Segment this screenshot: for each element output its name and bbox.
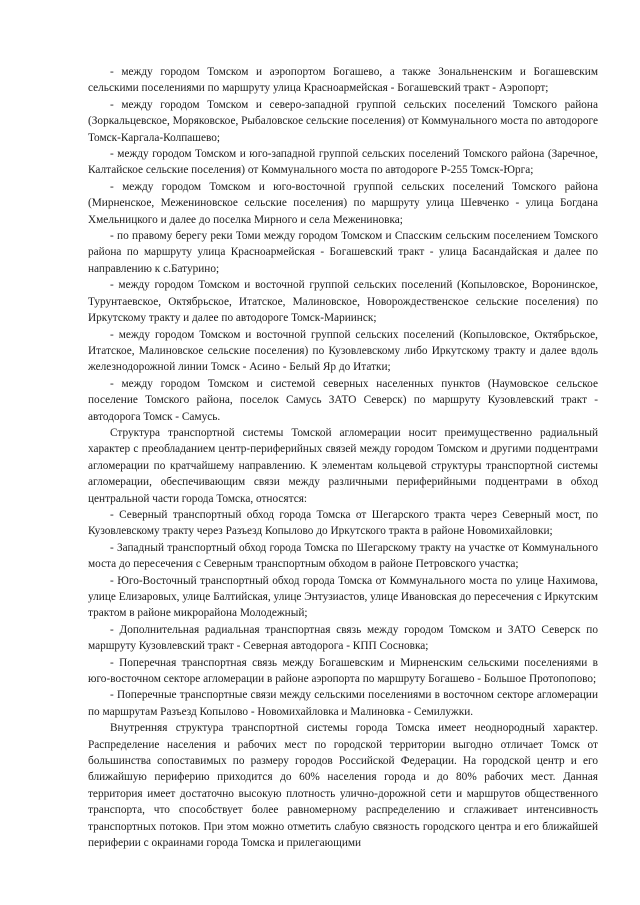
paragraph-route-northwest: - между городом Томском и северо-западной группой сельских поселений Томского района (Зоркальцевское, Моряковское, Рыбаловское сельские поселения) от Коммунального моста по автодороге Томск-Каргала-Колпашево; xyxy=(88,98,598,144)
paragraph-route-southeast: - между городом Томском и юго-восточной группой сельских поселений Томского района (Мирненское, Межениновское сельские поселения) по маршруту улица Шевченко - улица Богдана Хмельницкого и далее до поселка Мирного и села Межениновка; xyxy=(88,180,598,226)
paragraph-route-north: - между городом Томском и системой северных населенных пунктов (Наумовское сельское поселение Томского района, поселок Самусь ЗАТО Северск) по маршруту Кузовлевский тракт - автодорога Томск - Самусь. xyxy=(88,377,598,423)
paragraph-route-southwest: - между городом Томском и юго-западной группой сельских поселений Томского района (Заречное, Калтайское сельские поселения) от Коммунального моста по автодороге Р-255 Томск-Юрга; xyxy=(88,148,598,177)
paragraph-route-right-bank: - по правому берегу реки Томи между городом Томском и Спасским сельским поселением Томского района по маршруту улица Красноармейская - Богашевский тракт - улица Басандайская и далее по направлению к с.Батурино; xyxy=(88,230,598,275)
paragraph-internal-structure: Внутренняя структура транспортной системы города Томска имеет неоднородный характер. Распределение населения и рабочих мест по городской территории выгодно отличает Томск от большинства сопоставимых по размеру городов Российской Федерации. На городской центр и его ближайшую периферию приходится до 60% населения города и до 80% рабочих мест. Данная территория имеет достаточно высокую плотность улично-дорожной сети и маршрутов общественного транспорта, что способствует более равномерному распределению и сглаживает интенсивность транспортных потоков. При этом можно отметить слабую связность городского центра и его ближайшей периферии с окраинами города Томска и прилегающими xyxy=(88,722,598,850)
paragraph-cross-links-east: - Поперечные транспортные связи между сельскими поселениями в восточном секторе агломерации по маршрутам Разъезд Копылово - Новомихайловка и Малиновка - Семилужки. xyxy=(88,689,598,718)
paragraph-seversk-link: - Дополнительная радиальная транспортная связь между городом Томском и ЗАТО Северск по маршруту Кузовлевский тракт - Северная автодорога - КПП Сосновка; xyxy=(88,623,598,653)
paragraph-structure-intro: Структура транспортной системы Томской агломерации носит преимущественно радиальный характер с преобладанием центр-периферийных связей между городом Томском и другими подцентрами агломерации по кратчайшему направлению. К элементам кольцевой структуры транспортной системы агломерации, обеспечивающим связи между различными периферийными подцентрами в обход центральной части города Томска, относятся: xyxy=(88,426,598,505)
document-body xyxy=(88,64,598,852)
paragraph-cross-link-bogashevo: - Поперечная транспортная связь между Богашевским и Мирненским сельскими поселениями в юго-восточном секторе агломерации в районе аэропорта по маршруту Богашево - Большое Протопопово; xyxy=(88,656,598,686)
paragraph-route-airport: - между городом Томском и аэропортом Богашево, а также Зональненским и Богашевским сельскими поселениями по маршруту улица Красноармейская - Богашевский тракт - Аэропорт; xyxy=(88,66,598,95)
paragraph-southeast-bypass: - Юго-Восточный транспортный обход города Томска от Коммунального моста по улице Нахимова, улице Елизаровых, улице Балтийская, улице Энтузиастов, улице Ивановская до пересечения с Иркутским трактом в районе микрорайона Молодежный; xyxy=(88,574,598,620)
paragraph-western-bypass: - Западный транспортный обход города Томска по Шегарскому тракту на участке от Коммунального моста до пересечения с Северным транспортным обходом в районе Петровского участка; xyxy=(88,541,598,571)
paragraph-northern-bypass: - Северный транспортный обход города Томска от Шегарского тракта через Северный мост, по Кузовлевскому тракту через Разъезд Копылово до Иркутского тракта в районе Новомихайловки; xyxy=(88,508,598,538)
paragraph-route-east-railway: - между городом Томском и восточной группой сельских поселений (Копыловское, Октябрьское, Итатское, Малиновское сельские поселения) по Кузовлевскому либо Иркутскому тракту и далее вдоль железнодорожной линии Томск - Асино - Белый Яр до Итатки; xyxy=(88,328,598,374)
paragraph-route-east-irkutsk: - между городом Томском и восточной группой сельских поселений (Копыловское, Воронинское, Турунтаевское, Октябрьское, Итатское, Малиновское, Новорождественское сельские поселения) по Иркутскому тракту и далее по автодороге Томск-Мариинск; xyxy=(88,279,598,325)
